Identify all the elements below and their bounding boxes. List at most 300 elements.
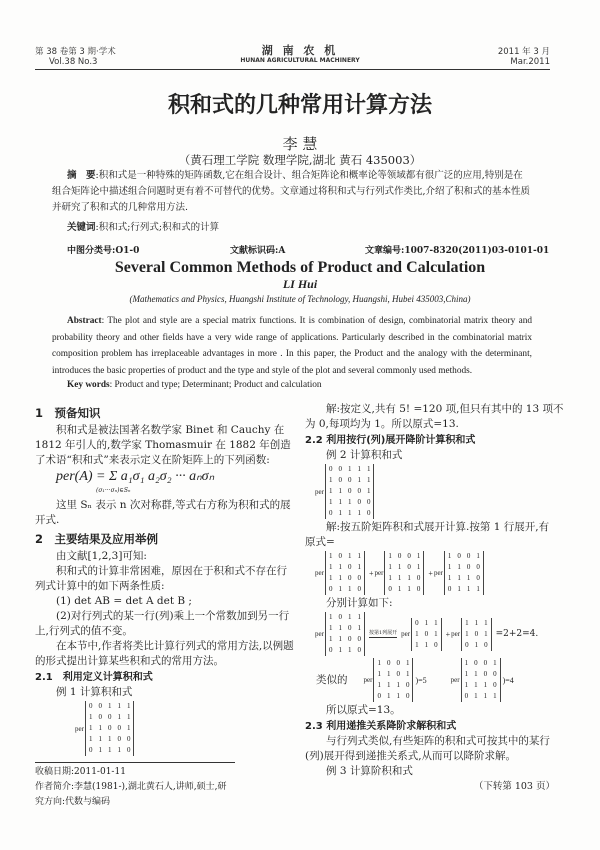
matrix-entries <box>373 658 413 702</box>
matrix-cell: 1 <box>377 659 381 667</box>
matrix-cell: 0 <box>405 692 410 700</box>
permanent-formula: per(A) = Σ a₁σ₁ a₂σ₂ ··· aₙσₙ <box>56 469 215 484</box>
matrix-cell: 1 <box>415 629 419 638</box>
matrix-e <box>446 618 492 651</box>
matrix-row <box>325 645 364 656</box>
example-1: 例 1 计算积和式 <box>56 686 133 698</box>
property-2: (2)对行列式的某一行(列)乘上一个常数加到另一行上,行列式的值不变。 <box>35 610 290 637</box>
matrix-b-repeat <box>364 658 427 702</box>
matrix-cell: 0 <box>338 465 342 473</box>
matrix-cell: 0 <box>357 487 361 495</box>
matrix-row <box>325 584 364 595</box>
matrix-cell: 1 <box>405 670 410 678</box>
matrix-cell: 1 <box>407 585 411 593</box>
per-label: per <box>315 630 324 638</box>
matrix-cell: 1 <box>396 681 400 689</box>
matrix-row <box>325 486 374 497</box>
matrix-cell: 0 <box>357 574 361 582</box>
journal-name <box>200 46 400 66</box>
matrix-row <box>325 634 364 645</box>
matrix-cell: 0 <box>347 624 352 632</box>
matrix-cell: 1 <box>484 618 488 627</box>
matrix-a-repeat <box>315 612 365 656</box>
matrix-row <box>85 723 134 734</box>
matrix-row <box>85 745 134 756</box>
matrix-cell: 0 <box>117 724 121 732</box>
matrix-cell: 0 <box>434 640 438 649</box>
plus-sign: + <box>368 568 374 578</box>
matrix-cell: 1 <box>484 629 488 638</box>
section-2-1-heading: 2.1 利用定义计算积和式 <box>35 672 153 683</box>
matrix-cell: 1 <box>388 563 392 571</box>
matrix-cell: 1 <box>476 552 480 560</box>
continued-note: （下转第 103 页） <box>473 781 555 792</box>
header-rule <box>35 69 550 70</box>
issue-info <box>35 47 116 67</box>
matrix-cell: 0 <box>347 574 352 582</box>
matrix-cell: 1 <box>338 574 342 582</box>
matrix-cell: 1 <box>397 563 402 571</box>
matrix-c <box>428 551 483 595</box>
matrix-entries <box>325 612 365 656</box>
matrix-cell: 1 <box>457 574 461 582</box>
matrix-cell: 0 <box>405 681 410 689</box>
plus-sign: + <box>428 568 433 578</box>
matrix-cell: 0 <box>88 702 93 710</box>
matrix-cell: 0 <box>474 629 479 638</box>
matrix-cell: 1 <box>388 552 392 560</box>
matrix-row <box>412 618 442 629</box>
matrix-row <box>85 734 134 745</box>
matrix-cell: 1 <box>328 624 333 632</box>
similar-row <box>305 658 514 702</box>
matrix-row <box>461 669 500 680</box>
matrix-row <box>325 573 364 584</box>
matrix-cell: 0 <box>357 585 361 593</box>
matrix-cell: 1 <box>386 681 391 689</box>
matrix-entries <box>325 551 365 595</box>
abstract-en-text: : The plot and style are a special matrix functions. It is combination of design, combinatorial matrix theory and probability theory and other fields have a very wide range of applications. Particularly described in the combinatorial matrix composition problem has irreplaceable advantages in more . In this paper, the Product and the analogy with the determinant, introduces the basic properties of product and the type and style of the plot and several commonly used methods. <box>52 316 532 376</box>
paragraph: 所以原式=13。 <box>326 704 401 716</box>
matrix-row <box>385 573 424 584</box>
matrix-cell: 1 <box>98 735 102 743</box>
matrix-cell: 0 <box>388 585 392 593</box>
matrix-cell: 1 <box>107 702 112 710</box>
matrix-cell: 1 <box>447 574 452 582</box>
matrix-cell: 1 <box>338 509 342 517</box>
per-label: per <box>433 569 443 577</box>
abstract-en <box>52 313 532 379</box>
matrix-cell: 1 <box>493 659 497 667</box>
matrix-entries <box>444 551 484 595</box>
keywords-cn-text: :积和式;行列式;积和式的计算 <box>95 222 220 233</box>
matrix-cell: 1 <box>434 618 438 627</box>
matrix-entries <box>461 658 501 702</box>
matrix-cell: 1 <box>347 646 352 654</box>
matrix-cell: 0 <box>493 681 497 689</box>
matrix-cell: 0 <box>397 552 402 560</box>
matrix-row <box>412 640 442 651</box>
matrix-cell: 0 <box>416 574 421 582</box>
matrix-cell: 0 <box>347 476 352 484</box>
per-label: per <box>451 630 461 638</box>
matrix-cell: 0 <box>98 713 102 721</box>
matrix-cell: 1 <box>347 509 352 517</box>
matrix-cell: 0 <box>476 574 480 582</box>
paragraph: 解:按定义,共有 5! =120 项,但只有其中的 13 项不为 0,每项均为 1。所以原式=13. <box>305 403 564 430</box>
author-bio: 作者简介:李慧(1981-),湖北黄石人,讲师,硕士,研究方向:代数与编码 <box>35 782 227 807</box>
matrix-cell: 1 <box>447 563 452 571</box>
matrix-entries <box>411 618 442 651</box>
keywords-cn-label: 关键词 <box>67 222 96 233</box>
matrix-entries <box>384 551 424 595</box>
matrix-cell: 1 <box>338 487 342 495</box>
matrix-row <box>325 464 374 475</box>
paragraph: 由文献[1,2,3]可知: <box>56 550 147 562</box>
abstract-cn-label: 摘 要 <box>67 170 96 181</box>
matrix-cell: 1 <box>416 563 421 571</box>
matrix-row <box>374 658 413 669</box>
matrix-cell: 0 <box>386 659 391 667</box>
matrix-cell: 0 <box>416 585 421 593</box>
matrix-row <box>461 658 500 669</box>
matrix-cell: 1 <box>388 574 392 582</box>
clc-number: 中图分类号:O1-0 <box>67 246 140 256</box>
matrix-a <box>315 551 365 595</box>
matrix-cell: 1 <box>366 465 371 473</box>
per-label: per <box>315 569 324 577</box>
matrix-result: )=5 <box>415 675 427 685</box>
matrix-cell: 0 <box>117 735 121 743</box>
matrix-cell: 1 <box>328 498 333 506</box>
matrix-cell: 0 <box>407 563 411 571</box>
abstract-cn-text: :积和式是一种特殊的矩阵函数,它在组合设计、组合矩阵论和概率论等领域都有很广泛的应用,特别是在组合矩阵论中描述组合问题时更有着不可替代的优势。文章通过将积和式与行列式作类比,介绍了积和式的基本性质并研究了积和式的几种常用方法. <box>52 170 531 213</box>
matrix-cell: 1 <box>88 724 93 732</box>
paragraph: 类似的 <box>316 673 348 686</box>
per-label: per <box>374 569 384 577</box>
matrix-cell: 1 <box>397 574 402 582</box>
matrix-cell: 0 <box>88 746 93 754</box>
matrix-entries <box>325 464 375 519</box>
matrix-cell: 1 <box>357 624 361 632</box>
matrix-cell: 1 <box>347 465 352 473</box>
matrix-cell: 1 <box>328 476 333 484</box>
per-label: per <box>401 630 411 638</box>
matrix-cell: 1 <box>474 640 479 649</box>
property-1: (1) det AB = det A det B ; <box>56 595 192 607</box>
matrix-cell: 0 <box>466 563 471 571</box>
matrix-cell: 1 <box>347 585 352 593</box>
matrix-cell: 1 <box>457 585 461 593</box>
matrix-cell: 1 <box>357 509 361 517</box>
matrix-cell: 1 <box>98 724 102 732</box>
matrix-cell: 0 <box>377 692 381 700</box>
matrix-cell: 0 <box>357 498 361 506</box>
matrix-cell: 1 <box>328 552 333 560</box>
example-3: 例 3 计算阶积和式 <box>326 765 413 777</box>
formula-subscript: (σ₁···σₙ)∈Sₙ <box>96 487 131 494</box>
matrix-cell: 1 <box>466 574 471 582</box>
per-label: per <box>450 676 460 684</box>
matrix-d <box>401 618 441 651</box>
matrix-cell: 0 <box>338 613 342 621</box>
matrix-cell: 1 <box>457 563 461 571</box>
matrix-cell: 1 <box>328 613 333 621</box>
matrix-row <box>412 629 442 640</box>
date-cn: 2011 年 3 月 <box>497 47 550 57</box>
keywords-en-label: Key words <box>67 380 110 390</box>
matrix-cell: 1 <box>117 702 121 710</box>
matrix-row <box>444 584 483 595</box>
author-cn: 李 慧 <box>282 135 318 153</box>
per-label: per <box>315 487 324 496</box>
paragraph: 积和式是被法国著名数学家 Binet 和 Cauchy 在 1812 年引人的,数学家 Thomasmuir 在 1882 年创造了术语“积和式”来表示定义在阶矩阵上的下列函数: <box>35 424 291 466</box>
matrix-cell: 0 <box>447 585 452 593</box>
matrix-cell: 1 <box>483 692 488 700</box>
matrix-cell: 0 <box>476 563 480 571</box>
matrix-example-2 <box>315 464 374 519</box>
issue-cn: 第 38 卷第 3 期·学术 <box>35 47 116 57</box>
matrix-row <box>385 562 424 573</box>
matrix-cell: 0 <box>347 563 352 571</box>
example-2: 例 2 计算积和式 <box>326 449 403 461</box>
matrix-cell: 0 <box>396 659 400 667</box>
matrix-entries <box>461 618 492 651</box>
article-number: 文章编号:1007-8320(2011)03-0101-01 <box>365 246 550 256</box>
matrix-cell: 1 <box>338 635 342 643</box>
paragraph: 与行列式类似,有些矩阵的积和式可按其中的某行(列)展开得到递推关系式,从而可以降阶求解。 <box>305 735 550 762</box>
section-1-heading: 1 预备知识 <box>35 406 101 420</box>
matrix-cell: 0 <box>126 735 131 743</box>
expansion-row <box>315 551 484 595</box>
document-code: 文献标识码:A <box>230 246 286 256</box>
matrix-cell: 0 <box>484 640 488 649</box>
matrix-cell: 1 <box>465 618 469 627</box>
matrix-cell: 1 <box>424 618 429 627</box>
matrix-cell: 1 <box>474 670 478 678</box>
matrix-row <box>325 612 364 623</box>
matrix-cell: 1 <box>107 746 112 754</box>
per-label: per <box>75 724 84 733</box>
matrix-cell: 1 <box>357 465 361 473</box>
paragraph: 积和式的计算非常困难，原因在于积和式不存在行列式计算中的如下两条性质: <box>35 565 287 592</box>
matrix-cell: 1 <box>117 713 121 721</box>
matrix-cell: 1 <box>377 681 381 689</box>
matrix-row <box>461 691 500 702</box>
matrix-cell: 1 <box>464 670 469 678</box>
matrix-cell: 1 <box>377 670 381 678</box>
paragraph: 原式= <box>305 536 335 548</box>
abstract-en-label: Abstract <box>67 316 102 326</box>
matrix-cell: 1 <box>126 702 131 710</box>
matrix-cell: 0 <box>474 659 478 667</box>
expansion-arrow-label: 按第1列展开 <box>368 630 398 636</box>
matrix-cell: 1 <box>338 585 342 593</box>
matrix-cell: 1 <box>476 585 480 593</box>
matrix-cell: 0 <box>347 635 352 643</box>
matrix-cell: 0 <box>493 670 497 678</box>
keywords-cn <box>67 219 219 233</box>
matrix-cell: 1 <box>347 613 352 621</box>
matrix-row <box>374 669 413 680</box>
matrix-cell: 0 <box>366 509 371 517</box>
matrix-cell: 1 <box>338 624 342 632</box>
keywords-en <box>67 380 322 390</box>
matrix-cell: 1 <box>338 646 342 654</box>
matrix-entries <box>85 701 135 756</box>
matrix-cell: 0 <box>483 670 488 678</box>
journal-cn: 湖 南 农 机 <box>261 44 339 57</box>
matrix-row <box>444 551 483 562</box>
matrix-cell: 1 <box>474 692 478 700</box>
matrix-row <box>325 562 364 573</box>
matrix-row <box>374 691 413 702</box>
matrix-cell: 1 <box>88 735 93 743</box>
issue-en: Vol.38 No.3 <box>49 57 98 67</box>
result-4: =2+2=4. <box>495 629 539 639</box>
matrix-row <box>325 551 364 562</box>
matrix-cell: 0 <box>126 746 131 754</box>
matrix-cell: 1 <box>338 563 342 571</box>
matrix-cell: 1 <box>366 487 371 495</box>
affiliation-cn: （黄石理工学院 数理学院,湖北 黄石 435003） <box>178 153 422 167</box>
date-en: Mar.2011 <box>510 57 550 67</box>
matrix-cell: 1 <box>465 629 469 638</box>
matrix-row <box>385 551 424 562</box>
paragraph: 分别计算如下: <box>326 597 393 609</box>
per-label: per <box>363 676 373 684</box>
keywords-en-text: : Product and type; Determinant; Product and calculation <box>109 380 322 390</box>
matrix-cell: 1 <box>357 563 361 571</box>
matrix-cell: 1 <box>474 618 479 627</box>
matrix-cell: 0 <box>107 724 112 732</box>
matrix-cell: 0 <box>466 552 471 560</box>
permanent-formula-block <box>56 468 214 498</box>
matrix-cell: 1 <box>397 585 402 593</box>
matrix-row <box>444 573 483 584</box>
matrix-cell: 1 <box>328 487 333 495</box>
matrix-cell: 1 <box>386 670 391 678</box>
matrix-result: )=4 <box>502 675 514 685</box>
affiliation-en: (Mathematics and Physics, Huangshi Institute of Technology, Huangshi, Hubei 435003,China) <box>129 294 471 304</box>
matrix-cell: 1 <box>466 585 471 593</box>
matrix-cell: 1 <box>357 613 361 621</box>
matrix-cell: 1 <box>483 681 488 689</box>
matrix-cell: 0 <box>328 585 333 593</box>
matrix-cell: 1 <box>407 574 411 582</box>
abstract-cn <box>52 168 532 216</box>
matrix-cell: 1 <box>474 681 478 689</box>
matrix-b <box>369 551 424 595</box>
matrix-cell: 1 <box>366 476 371 484</box>
matrix-cell: 0 <box>407 552 411 560</box>
matrix-cell: 1 <box>396 692 400 700</box>
matrix-cell: 1 <box>328 563 333 571</box>
matrix-cell: 0 <box>347 487 352 495</box>
matrix-cell: 1 <box>415 640 419 649</box>
matrix-cell: 1 <box>464 681 469 689</box>
author-en: LI Hui <box>282 277 318 291</box>
matrix-example-1 <box>75 701 134 756</box>
matrix-cell: 1 <box>416 552 421 560</box>
matrix-cell: 1 <box>386 692 391 700</box>
title-cn: 积和式的几种常用计算方法 <box>167 92 432 118</box>
title-en: Several Common Methods of Product and Calculation <box>114 259 486 276</box>
matrix-cell: 1 <box>107 735 112 743</box>
matrix-row <box>325 497 374 508</box>
matrix-row <box>325 623 364 634</box>
matrix-cell: 0 <box>328 646 333 654</box>
matrix-row <box>325 475 374 486</box>
section-2-heading: 2 主要结果及应用举例 <box>35 532 159 546</box>
matrix-cell: 1 <box>447 552 452 560</box>
matrix-cell: 0 <box>483 659 488 667</box>
received-date: 收稿日期:2011-01-11 <box>35 767 126 777</box>
matrix-row <box>462 640 492 651</box>
left-column <box>35 402 295 810</box>
calculation-row <box>315 612 538 656</box>
matrix-cell: 0 <box>328 465 333 473</box>
matrix-row <box>461 680 500 691</box>
matrix-cell: 0 <box>357 635 361 643</box>
matrix-cell: 1 <box>347 498 352 506</box>
matrix-cell: 0 <box>338 552 342 560</box>
journal-en: HUNAN AGRICULTURAL MACHINERY <box>240 57 360 64</box>
matrix-cell: 1 <box>493 692 497 700</box>
matrix-cell: 1 <box>464 659 469 667</box>
matrix-cell: 1 <box>357 552 361 560</box>
matrix-row <box>85 701 134 712</box>
section-2-2-heading: 2.2 利用按行(列)展开降阶计算积和式 <box>305 435 476 446</box>
matrix-cell: 1 <box>328 574 333 582</box>
matrix-row <box>385 584 424 595</box>
matrix-cell: 0 <box>465 640 469 649</box>
matrix-cell: 1 <box>328 635 333 643</box>
right-column <box>305 402 565 794</box>
matrix-cell: 0 <box>357 646 361 654</box>
paragraph: 这里 Sₙ 表示 n 次对称群,等式右方称为积和式的展开式. <box>35 499 291 526</box>
matrix-cell: 1 <box>98 746 102 754</box>
section-2-3-heading: 2.3 利用递推关系降阶求解积和式 <box>305 721 457 732</box>
matrix-cell: 0 <box>366 498 371 506</box>
matrix-cell: 0 <box>415 618 419 627</box>
matrix-row <box>85 712 134 723</box>
matrix-cell: 1 <box>405 659 410 667</box>
matrix-cell: 1 <box>117 746 121 754</box>
matrix-row <box>444 562 483 573</box>
matrix-cell: 1 <box>88 713 93 721</box>
matrix-cell: 1 <box>126 724 131 732</box>
paragraph: 在本节中,作者将类比计算行列式的常用方法,以例题的形式提出计算某些积和式的常用方法。 <box>35 640 294 667</box>
plus-sign: + <box>445 629 451 639</box>
matrix-cell: 0 <box>107 713 112 721</box>
footnote <box>35 762 235 810</box>
matrix-cell: 1 <box>126 713 131 721</box>
matrix-row <box>374 680 413 691</box>
matrix-cell: 0 <box>464 692 469 700</box>
matrix-row <box>325 508 374 519</box>
matrix-c-repeat <box>451 658 514 702</box>
matrix-cell: 0 <box>328 509 333 517</box>
date-info <box>498 47 550 67</box>
matrix-row <box>462 618 492 629</box>
matrix-cell: 0 <box>424 629 429 638</box>
matrix-row <box>462 629 492 640</box>
matrix-cell: 0 <box>457 552 461 560</box>
matrix-cell: 1 <box>357 476 361 484</box>
paragraph: 解:按五阶矩阵积和式展开计算.按第 1 行展开,有 <box>326 521 550 533</box>
matrix-cell: 0 <box>338 476 342 484</box>
